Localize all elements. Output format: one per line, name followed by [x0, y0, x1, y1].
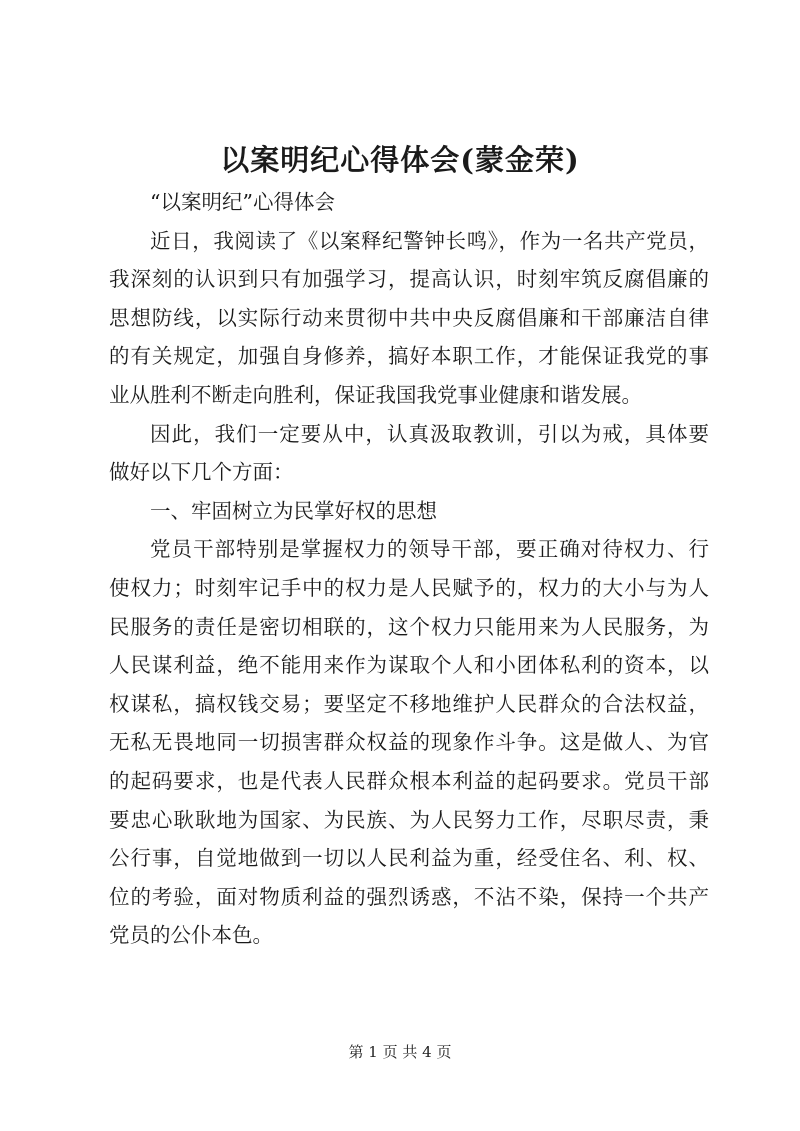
- paragraph: [109, 530, 709, 955]
- section-heading: [109, 492, 709, 531]
- text-line: 近日，我阅读了《以案释纪警钟长鸣》，作为一名共产党员，: [150, 228, 709, 253]
- text-line: 一、牢固树立为民掌好权的思想: [150, 498, 437, 523]
- document-title: 以案明纪心得体会(蒙金荣): [220, 143, 580, 177]
- text-line: 的起码要求，也是代表人民群众根本利益的起码要求。党员干部: [109, 768, 709, 793]
- text-line: 思想防线，以实际行动来贯彻中共中央反腐倡廉和干部廉洁自律: [109, 305, 709, 330]
- text-line: 要忠心耿耿地为国家、为民族、为人民努力工作，尽职尽责，秉: [109, 807, 709, 832]
- text-line: 党员干部特别是掌握权力的领导干部，要正确对待权力、行: [150, 537, 709, 562]
- text-line: 公行事，自觉地做到一切以人民利益为重，经受住名、利、权、: [109, 846, 709, 871]
- document-subtitle: “以案明纪”心得体会: [150, 190, 335, 214]
- text-line: 民服务的责任是密切相联的，这个权力只能用来为人民服务，为: [109, 614, 709, 639]
- text-line: 位的考验，面对物质利益的强烈诱惑，不沾不染，保持一个共产: [109, 884, 709, 909]
- text-line: 无私无畏地同一切损害群众权益的现象作斗争。这是做人、为官: [109, 730, 709, 755]
- text-line: 人民谋利益，绝不能用来作为谋取个人和小团体私利的资本，以: [109, 653, 709, 678]
- text-line: 做好以下几个方面：: [109, 460, 294, 485]
- paragraph: [109, 415, 709, 492]
- text-line: 使权力；时刻牢记手中的权力是人民赋予的，权力的大小与为人: [109, 575, 709, 600]
- document-body: [109, 183, 709, 955]
- text-line: 因此，我们一定要从中，认真汲取教训，引以为戒，具体要: [150, 421, 709, 446]
- text-line: 业从胜利不断走向胜利，保证我国我党事业健康和谐发展。: [109, 382, 642, 407]
- text-line: 我深刻的认识到只有加强学习，提高认识，时刻牢筑反腐倡廉的: [109, 267, 709, 292]
- paragraph: [109, 222, 709, 415]
- page-number-footer: 第 1 页 共 4 页: [348, 1043, 452, 1061]
- text-line: 权谋私，搞权钱交易；要坚定不移地维护人民群众的合法权益，: [109, 691, 709, 716]
- text-line: 党员的公仆本色。: [109, 923, 273, 948]
- text-line: 的有关规定，加强自身修养，搞好本职工作，才能保证我党的事: [109, 344, 709, 369]
